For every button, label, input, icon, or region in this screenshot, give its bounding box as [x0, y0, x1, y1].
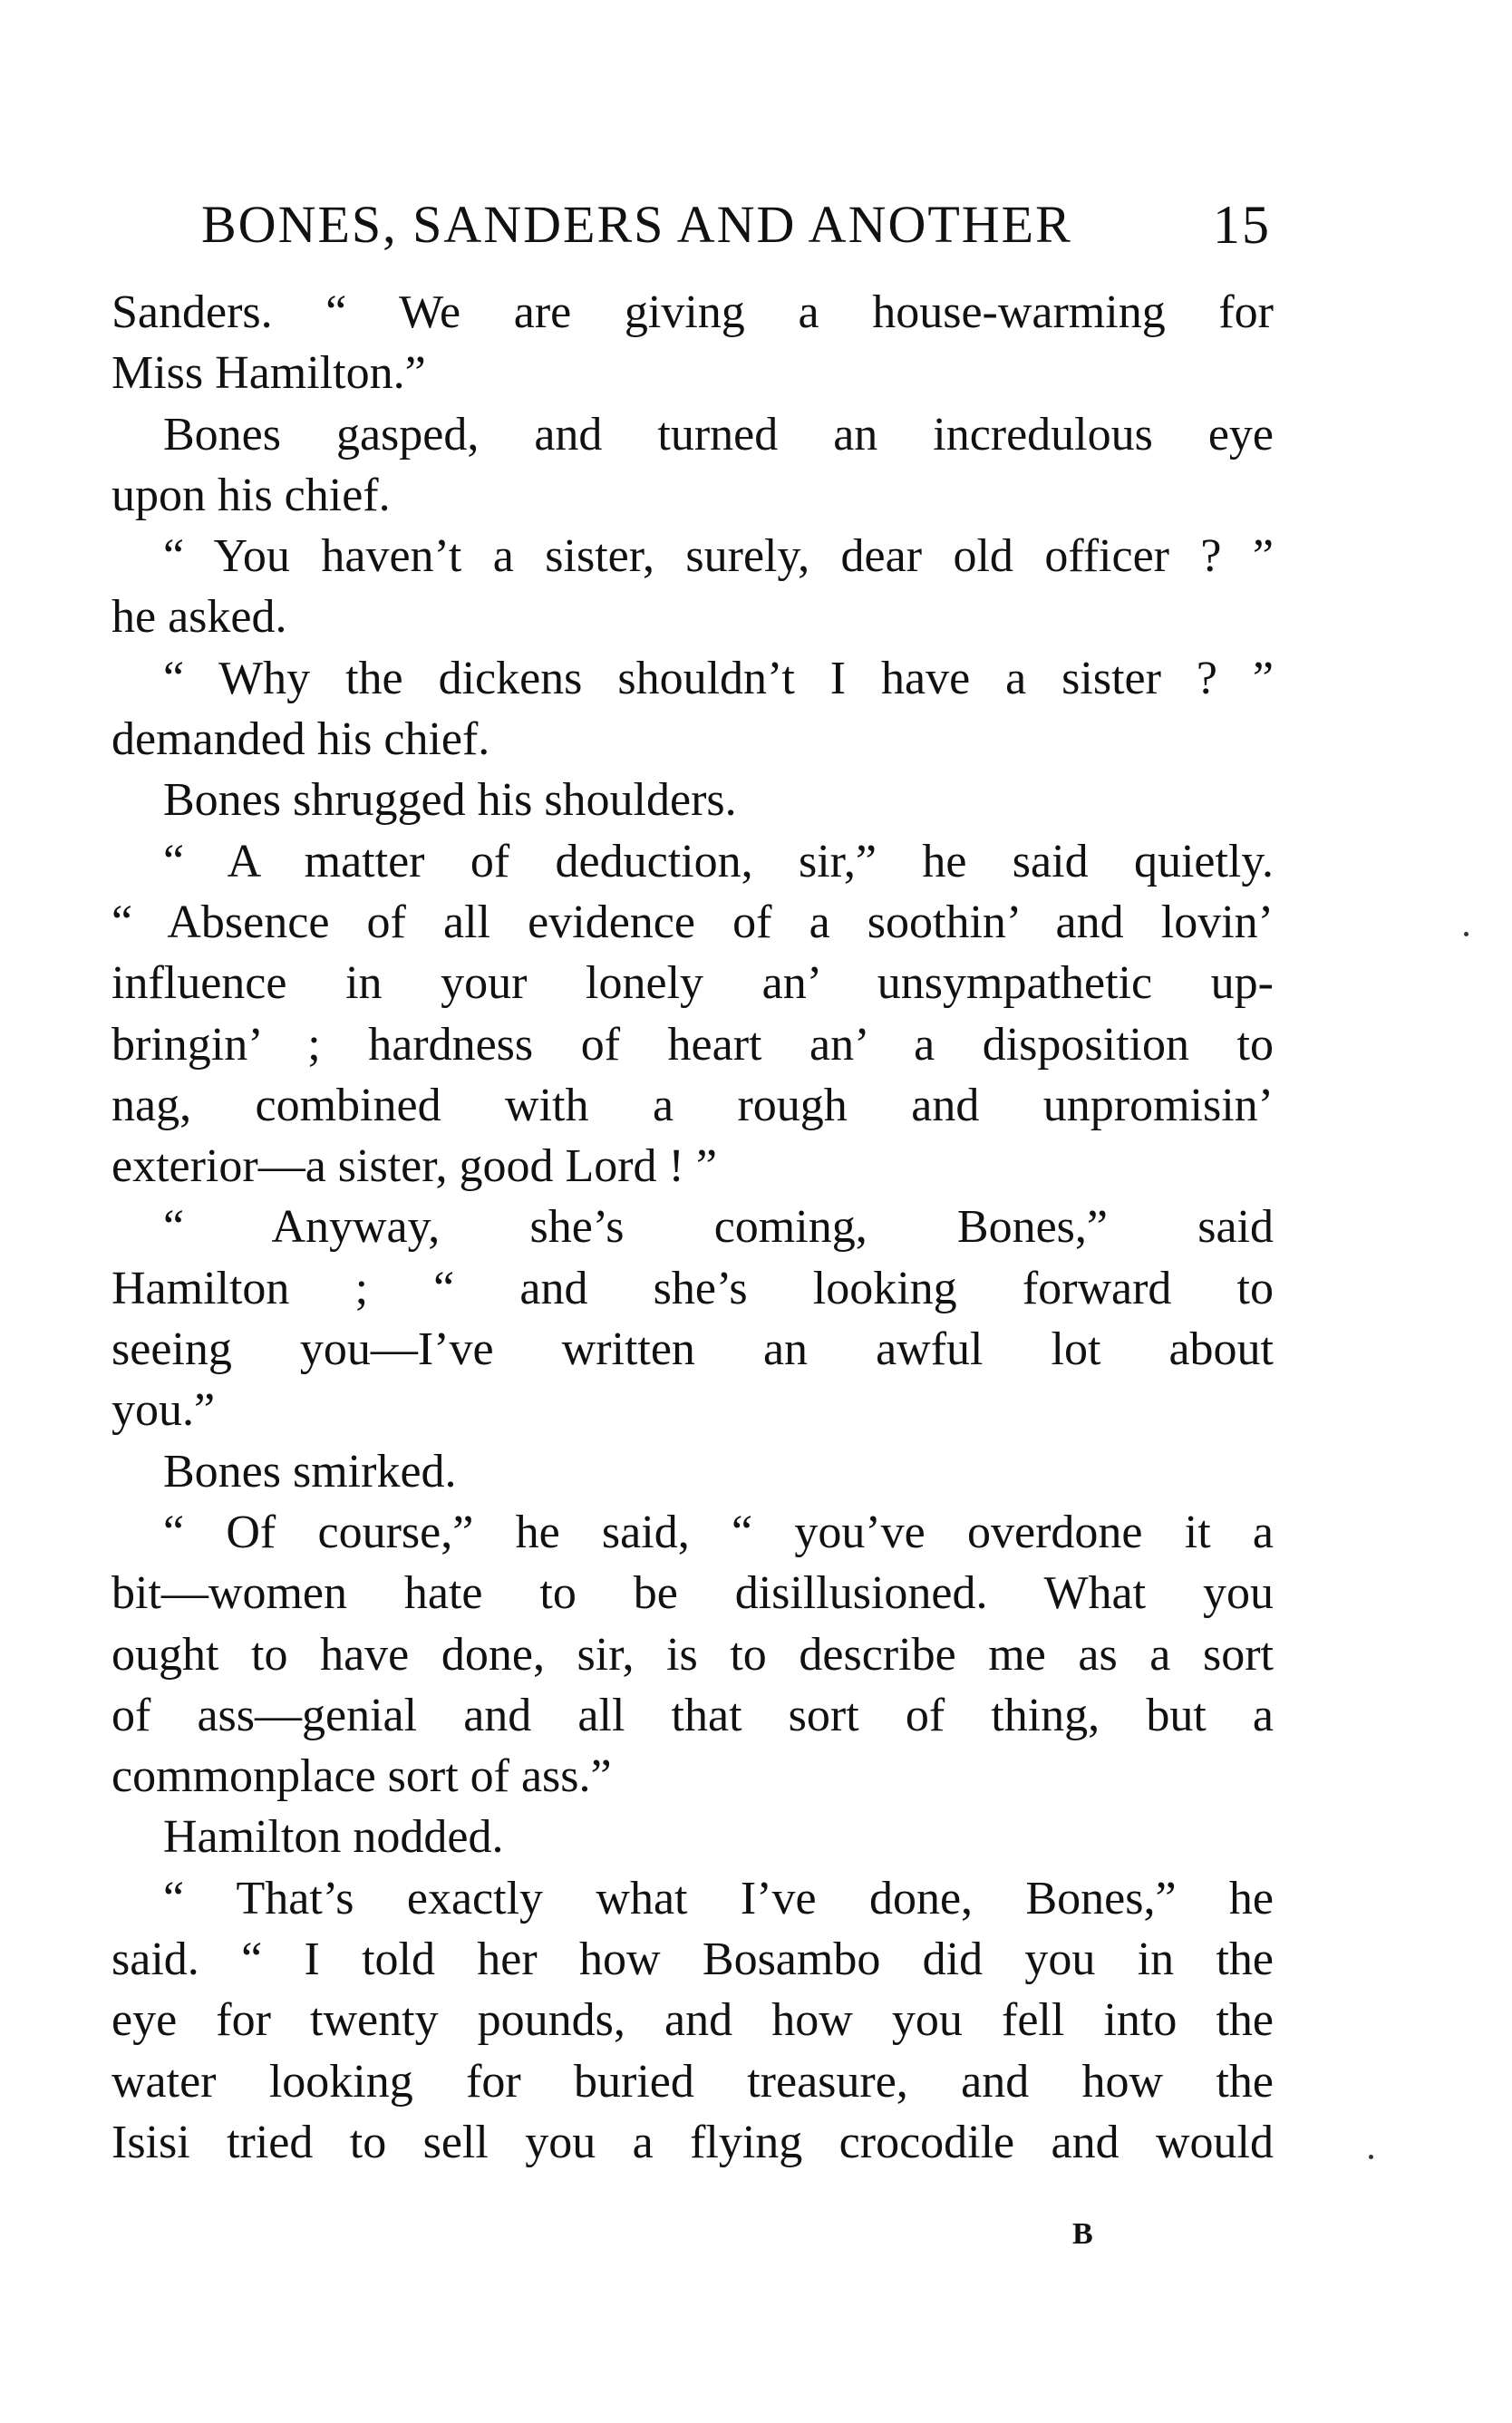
text-line: Bones gasped, and turned an incredulous eye [163, 408, 1274, 460]
text-line: Miss Hamilton.” [111, 347, 426, 400]
text-line: ought to have done, sir, is to describe me as a sort [111, 1628, 1274, 1681]
text-line: Isisi tried to sell you a flying crocodile and would [111, 2116, 1274, 2168]
text-line: demanded his chief. [111, 713, 490, 766]
text-line: eye for twenty pounds, and how you fell into the [111, 1994, 1274, 2047]
text-line: said. “ I told her how Bosambo did you in the [111, 1934, 1274, 1986]
text-line: “ You haven’t a sister, surely, dear old officer ? ” [163, 530, 1274, 583]
text-line: “ Absence of all evidence of a soothin’ and lovin’ [111, 896, 1274, 948]
text-line: of ass—genial and all that sort of thing, but a [111, 1689, 1274, 1741]
body-text [111, 282, 1274, 2173]
text-line: “ That’s exactly what I’ve done, Bones,” he [163, 1872, 1274, 1924]
text-line: upon his chief. [111, 469, 391, 521]
text-line: he asked. [111, 591, 287, 644]
text-line: Bones smirked. [163, 1445, 457, 1497]
text-line: you.” [111, 1384, 216, 1437]
text-line: Hamilton nodded. [163, 1811, 504, 1864]
text-line: Hamilton ; “ and she’s looking forward to [111, 1262, 1274, 1314]
text-line: water looking for buried treasure, and how the [111, 2055, 1274, 2108]
text-line: influence in your lonely an’ unsympathetic up- [111, 957, 1274, 1010]
text-line: Sanders. “ We are giving a house-warming for [111, 286, 1274, 338]
text-line: Bones shrugged his shoulders. [163, 774, 737, 827]
text-line: “ Of course,” he said, “ you’ve overdone it a [163, 1506, 1274, 1558]
text-line: nag, combined with a rough and unpromisin’ [111, 1079, 1274, 1131]
scan-speck [1369, 2155, 1373, 2159]
text-line: commonplace sort of ass.” [111, 1750, 612, 1803]
text-line: bit—women hate to be disillusioned. What you [111, 1567, 1274, 1620]
text-line: “ A matter of deduction, sir,” he said quietly. [163, 835, 1274, 887]
text-line: bringin’ ; hardness of heart an’ a disposition to [111, 1018, 1274, 1071]
page-number: 15 [1213, 195, 1271, 255]
text-line: exterior—a sister, good Lord ! ” [111, 1140, 717, 1193]
signature-mark: B [1072, 2217, 1093, 2251]
text-line: “ Anyway, she’s coming, Bones,” said [163, 1201, 1274, 1254]
scan-speck [1464, 932, 1468, 936]
text-line: seeing you—I’ve written an awful lot about [111, 1323, 1274, 1376]
running-title: BONES, SANDERS AND ANOTHER [201, 195, 1072, 254]
text-line: “ Why the dickens shouldn’t I have a sister ? ” [163, 652, 1274, 704]
running-head [201, 189, 1271, 261]
